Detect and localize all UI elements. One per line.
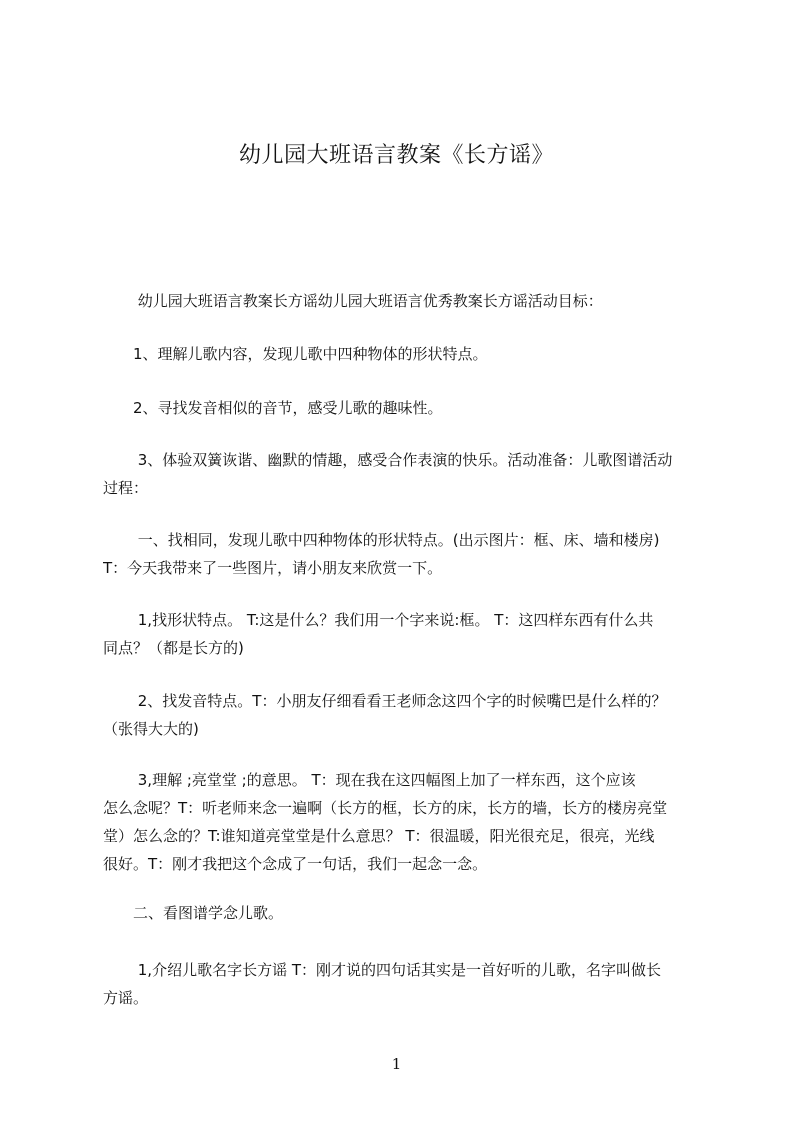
text-line: （张得大大的)	[103, 720, 199, 738]
text-line: T：今天我带来了一些图片，请小朋友来欣赏一下。	[103, 559, 443, 577]
paragraph-step-1-3	[103, 766, 708, 878]
text-line: 方谣。	[103, 989, 149, 1007]
page-number: 1	[391, 1055, 402, 1073]
text-line: 幼儿园大班语言教案长方谣幼儿园大班语言优秀教案长方谣活动目标：	[103, 292, 603, 310]
paragraph-intro	[103, 287, 708, 315]
text-line: 过程：	[103, 479, 149, 497]
text-line: 2、找发音特点。T：小朋友仔细看看王老师念这四个字的时候嘴巴是什么样的？	[103, 692, 667, 710]
paragraph-goal-2	[103, 394, 708, 422]
text-line: 同点？（都是长方的)	[103, 639, 244, 657]
text-line: 一、找相同，发现儿歌中四种物体的形状特点。(出示图片：框、床、墙和楼房)	[103, 531, 660, 549]
text-line: 1,介绍儿歌名字长方谣 T：刚才说的四句话其实是一首好听的儿歌，名字叫做长	[103, 961, 662, 979]
text-line: 二、看图谱学念儿歌。	[103, 904, 284, 922]
text-line: 堂）怎么念的？T:谁知道亮堂堂是什么意思？ T：很温暖，阳光很充足，很亮，光线	[103, 827, 655, 845]
text-line: 很好。T：刚才我把这个念成了一句话，我们一起念一念。	[103, 855, 488, 873]
text-line: 2、寻找发音相似的音节，感受儿歌的趣味性。	[103, 399, 443, 417]
paragraph-step-2-1	[103, 956, 708, 1012]
paragraph-goal-3	[103, 446, 708, 502]
paragraph-step-1-1	[103, 606, 708, 662]
document-title: 幼儿园大班语言教案《长方谣》	[238, 143, 554, 168]
paragraph-step-2	[103, 899, 708, 927]
text-line: 1,找形状特点。 T:这是什么？我们用一个字来说:框。 T：这四样东西有什么共	[103, 611, 654, 629]
text-line: 怎么念呢？T：听老师来念一遍啊（长方的框，长方的床，长方的墙，长方的楼房亮堂	[103, 799, 668, 817]
paragraph-step-1	[103, 526, 708, 582]
text-line: 1、理解儿歌内容，发现儿歌中四种物体的形状特点。	[103, 345, 488, 363]
paragraph-step-1-2	[103, 687, 708, 743]
text-line: 3,理解 ;亮堂堂 ;的意思。 T：现在我在这四幅图上加了一样东西，这个应该	[103, 771, 636, 789]
text-line: 3、体验双簧诙谐、幽默的情趣，感受合作表演的快乐。活动准备：儿歌图谱活动	[103, 451, 673, 469]
paragraph-goal-1	[103, 340, 708, 368]
